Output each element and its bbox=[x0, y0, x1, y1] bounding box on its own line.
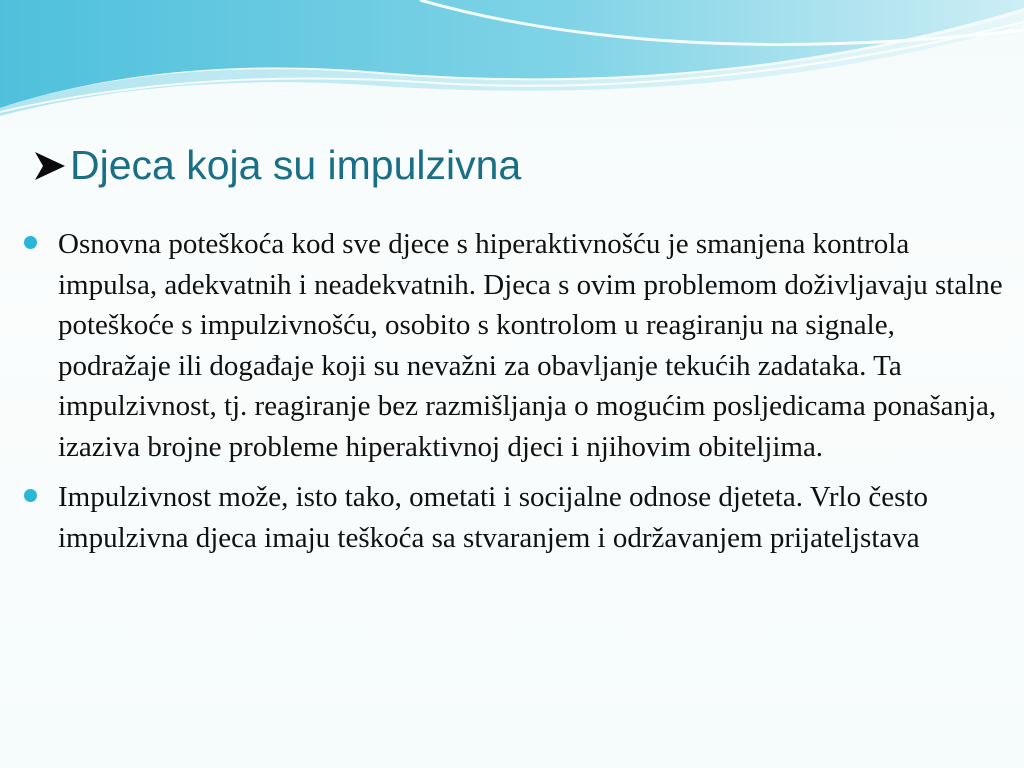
bullet-text: Osnovna poteškoća kod sve djece s hiperaktivnošću je smanjena kontrola impulsa, adekvatnih i neadekvatnih. Djeca s ovim problemom doživljavaju stalne poteškoće s impulzivnošću, osobito s kontrolom u reagiranju na signale, podražaje ili događaje koji su nevažni za obavljanje tekućih zadataka. Ta impulzivnost, tj. reagiranje bez razmišljanja o mogućim posljedicama ponašanja, izaziva brojne probleme hiperaktivnoj djeci i njihovim obiteljima. bbox=[58, 228, 1003, 463]
bullet-item bbox=[20, 477, 1010, 558]
bullet-item bbox=[20, 224, 1010, 467]
slide-title bbox=[32, 142, 521, 189]
bullet-list bbox=[20, 224, 1010, 568]
bullet-text: Impulzivnost može, isto tako, ometati i socijalne odnose djeteta. Vrlo često impulzivna djeca imaju teškoća sa stvaranjem i održavanjem prijateljstava bbox=[58, 481, 928, 554]
arrow-right-icon bbox=[32, 148, 68, 184]
header-wave-decoration bbox=[0, 0, 1024, 120]
bullet-dot-icon bbox=[24, 236, 37, 249]
slide-title-text: Djeca koja su impulzivna bbox=[70, 142, 522, 188]
bullet-dot-icon bbox=[24, 489, 37, 502]
